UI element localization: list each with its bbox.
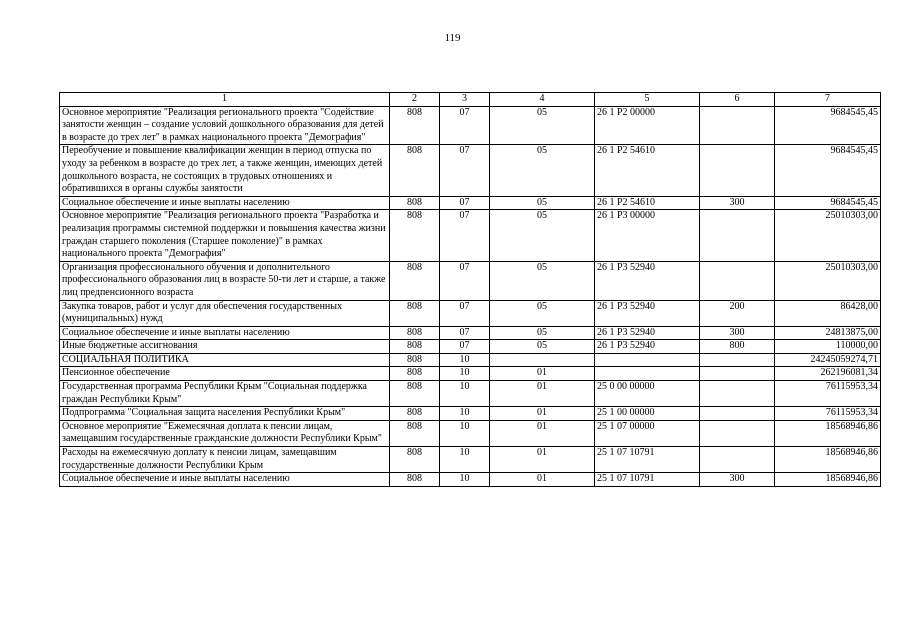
grbs-cell: 808 — [390, 326, 440, 340]
subsection-cell: 01 — [490, 447, 595, 473]
expense-type-cell — [700, 210, 775, 261]
page-number: 119 — [444, 32, 461, 44]
expense-type-cell — [700, 145, 775, 196]
table-row — [60, 300, 881, 326]
section-cell: 10 — [440, 473, 490, 487]
section-cell: 10 — [440, 381, 490, 407]
expense-type-cell — [700, 367, 775, 381]
grbs-cell: 808 — [390, 340, 440, 354]
subsection-cell: 01 — [490, 367, 595, 381]
subsection-cell: 05 — [490, 196, 595, 210]
grbs-cell: 808 — [390, 210, 440, 261]
expense-type-cell — [700, 381, 775, 407]
table-row — [60, 196, 881, 210]
table-row — [60, 381, 881, 407]
expense-type-cell: 300 — [700, 473, 775, 487]
expense-type-cell — [700, 353, 775, 367]
amount-cell: 86428,00 — [775, 300, 881, 326]
subsection-cell: 05 — [490, 106, 595, 145]
amount-cell: 9684545,45 — [775, 196, 881, 210]
table-row — [60, 340, 881, 354]
expense-type-cell — [700, 407, 775, 421]
table-row — [60, 353, 881, 367]
grbs-cell: 808 — [390, 473, 440, 487]
amount-cell: 18568946,86 — [775, 420, 881, 446]
item-name-cell: Иные бюджетные ассигнования — [60, 340, 390, 354]
amount-cell: 9684545,45 — [775, 106, 881, 145]
expense-type-cell — [700, 106, 775, 145]
expense-type-cell: 300 — [700, 196, 775, 210]
amount-cell: 25010303,00 — [775, 261, 881, 300]
section-cell: 10 — [440, 353, 490, 367]
item-name-cell: Расходы на ежемесячную доплату к пенсии лицам, замещавшим государственные должности Республики Крым — [60, 447, 390, 473]
target-article-cell — [595, 367, 700, 381]
amount-cell: 76115953,34 — [775, 381, 881, 407]
subsection-cell: 01 — [490, 407, 595, 421]
amount-cell: 9684545,45 — [775, 145, 881, 196]
target-article-cell: 25 0 00 00000 — [595, 381, 700, 407]
grbs-cell: 808 — [390, 407, 440, 421]
item-name-cell: Основное мероприятие "Реализация регионального проекта "Разработка и реализация программы системной поддержки и повышения качества жизни граждан старшего поколения (Старшее поколение)" в рамках национального проекта "Демография" — [60, 210, 390, 261]
item-name-cell: Пенсионное обеспечение — [60, 367, 390, 381]
header-cell: 4 — [490, 93, 595, 107]
target-article-cell: 25 1 00 00000 — [595, 407, 700, 421]
table-row — [60, 407, 881, 421]
item-name-cell: Организация профессионального обучения и дополнительного профессионального образования лиц в возрасте 50-ти лет и старше, а также лиц предпенсионного возраста — [60, 261, 390, 300]
grbs-cell: 808 — [390, 381, 440, 407]
subsection-cell: 01 — [490, 473, 595, 487]
item-name-cell: СОЦИАЛЬНАЯ ПОЛИТИКА — [60, 353, 390, 367]
table-header-row — [60, 93, 881, 107]
grbs-cell: 808 — [390, 300, 440, 326]
target-article-cell: 25 1 07 10791 — [595, 473, 700, 487]
header-cell: 6 — [700, 93, 775, 107]
expense-type-cell — [700, 261, 775, 300]
amount-cell: 262196081,34 — [775, 367, 881, 381]
target-article-cell — [595, 353, 700, 367]
expense-type-cell: 200 — [700, 300, 775, 326]
item-name-cell: Социальное обеспечение и иные выплаты населению — [60, 196, 390, 210]
table-row — [60, 326, 881, 340]
subsection-cell: 05 — [490, 261, 595, 300]
grbs-cell: 808 — [390, 447, 440, 473]
grbs-cell: 808 — [390, 261, 440, 300]
target-article-cell: 25 1 07 00000 — [595, 420, 700, 446]
grbs-cell: 808 — [390, 420, 440, 446]
subsection-cell — [490, 353, 595, 367]
grbs-cell: 808 — [390, 106, 440, 145]
section-cell: 07 — [440, 326, 490, 340]
target-article-cell: 26 1 Р3 52940 — [595, 326, 700, 340]
header-cell: 3 — [440, 93, 490, 107]
expense-type-cell: 800 — [700, 340, 775, 354]
table-row — [60, 210, 881, 261]
item-name-cell: Переобучение и повышение квалификации женщин в период отпуска по уходу за ребенком в возрасте до трех лет, а также женщин, имеющих детей дошкольного возраста, не состоящих в трудовых отношениях и обратившихся в органы службы занятости — [60, 145, 390, 196]
header-cell: 2 — [390, 93, 440, 107]
section-cell: 10 — [440, 447, 490, 473]
target-article-cell: 26 1 Р3 52940 — [595, 261, 700, 300]
expense-type-cell — [700, 420, 775, 446]
target-article-cell: 26 1 Р3 52940 — [595, 340, 700, 354]
section-cell: 10 — [440, 407, 490, 421]
amount-cell: 76115953,34 — [775, 407, 881, 421]
amount-cell: 25010303,00 — [775, 210, 881, 261]
item-name-cell: Закупка товаров, работ и услуг для обеспечения государственных (муниципальных) нужд — [60, 300, 390, 326]
grbs-cell: 808 — [390, 145, 440, 196]
target-article-cell: 26 1 Р2 54610 — [595, 145, 700, 196]
header-cell: 5 — [595, 93, 700, 107]
subsection-cell: 05 — [490, 326, 595, 340]
expense-type-cell — [700, 447, 775, 473]
section-cell: 07 — [440, 196, 490, 210]
expense-type-cell: 300 — [700, 326, 775, 340]
section-cell: 07 — [440, 340, 490, 354]
header-cell: 1 — [60, 93, 390, 107]
grbs-cell: 808 — [390, 367, 440, 381]
item-name-cell: Основное мероприятие "Реализация регионального проекта "Содействие занятости женщин – создание условий дошкольного образования для детей в возрасте до трех лет" в рамках национального проекта "Демография" — [60, 106, 390, 145]
section-cell: 07 — [440, 106, 490, 145]
section-cell: 07 — [440, 261, 490, 300]
section-cell: 07 — [440, 210, 490, 261]
item-name-cell: Социальное обеспечение и иные выплаты населению — [60, 473, 390, 487]
item-name-cell: Социальное обеспечение и иные выплаты населению — [60, 326, 390, 340]
table-row — [60, 367, 881, 381]
subsection-cell: 05 — [490, 210, 595, 261]
subsection-cell: 01 — [490, 381, 595, 407]
table-row — [60, 473, 881, 487]
section-cell: 10 — [440, 367, 490, 381]
grbs-cell: 808 — [390, 196, 440, 210]
table-row — [60, 261, 881, 300]
table-row — [60, 420, 881, 446]
amount-cell: 18568946,86 — [775, 473, 881, 487]
subsection-cell: 05 — [490, 300, 595, 326]
section-cell: 07 — [440, 145, 490, 196]
target-article-cell: 26 1 Р3 52940 — [595, 300, 700, 326]
budget-table — [59, 92, 881, 487]
subsection-cell: 05 — [490, 145, 595, 196]
amount-cell: 110000,00 — [775, 340, 881, 354]
amount-cell: 24813875,00 — [775, 326, 881, 340]
item-name-cell: Подпрограмма "Социальная защита населения Республики Крым" — [60, 407, 390, 421]
target-article-cell: 25 1 07 10791 — [595, 447, 700, 473]
grbs-cell: 808 — [390, 353, 440, 367]
target-article-cell: 26 1 Р2 54610 — [595, 196, 700, 210]
subsection-cell: 05 — [490, 340, 595, 354]
item-name-cell: Государственная программа Республики Крым "Социальная поддержка граждан Республики Крым" — [60, 381, 390, 407]
section-cell: 10 — [440, 420, 490, 446]
target-article-cell: 26 1 Р2 00000 — [595, 106, 700, 145]
item-name-cell: Основное мероприятие "Ежемесячная доплата к пенсии лицам, замещавшим государственные гражданские должности Республики Крым" — [60, 420, 390, 446]
table-row — [60, 145, 881, 196]
header-cell: 7 — [775, 93, 881, 107]
amount-cell: 24245059274,71 — [775, 353, 881, 367]
section-cell: 07 — [440, 300, 490, 326]
table-row — [60, 447, 881, 473]
amount-cell: 18568946,86 — [775, 447, 881, 473]
subsection-cell: 01 — [490, 420, 595, 446]
table-row — [60, 106, 881, 145]
target-article-cell: 26 1 Р3 00000 — [595, 210, 700, 261]
